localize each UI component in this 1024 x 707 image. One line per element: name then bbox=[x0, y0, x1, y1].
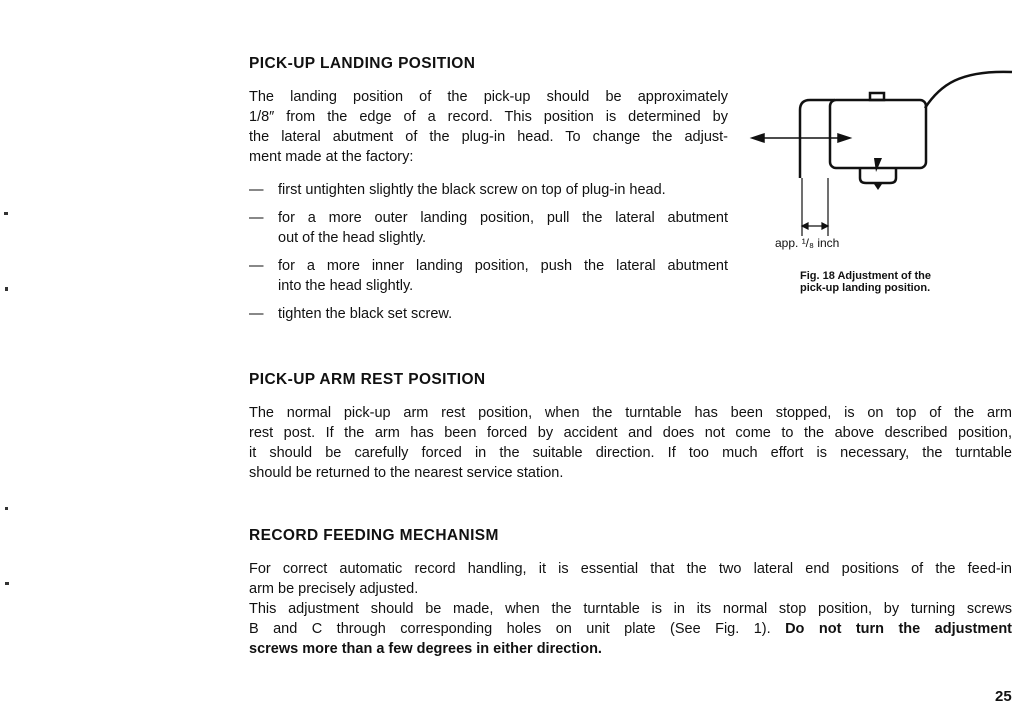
feeding-line-5: screws more than a few degrees in either direction. bbox=[249, 641, 602, 657]
arrow-right-head bbox=[838, 134, 850, 142]
plug-in-head-body bbox=[830, 100, 926, 168]
stylus-tip bbox=[874, 184, 882, 190]
stylus-holder bbox=[860, 168, 896, 183]
margin-speck bbox=[5, 507, 8, 510]
page-number: 25 bbox=[995, 688, 1012, 705]
bullet-text-line-1: for a more inner landing position, push the lateral abutment bbox=[278, 258, 728, 274]
pickup-head-illustration bbox=[740, 60, 1020, 240]
head-marker bbox=[874, 158, 882, 172]
bullet-text-line-1: for a more outer landing position, pull the lateral abutment bbox=[278, 210, 728, 226]
margin-speck bbox=[4, 212, 8, 215]
bullet-dash: — bbox=[249, 258, 264, 274]
bullet-text: tighten the black set screw. bbox=[278, 306, 453, 322]
figure-caption-line-2: pick-up landing position. bbox=[800, 282, 931, 294]
figure-caption-line-1: Fig. 18 Adjustment of the bbox=[800, 270, 931, 282]
heading-record-feeding: RECORD FEEDING MECHANISM bbox=[249, 527, 499, 544]
feeding-line-1: For correct automatic record handling, it is essential that the two lateral end positions of the feed-in bbox=[249, 561, 1012, 577]
dimension-arrow-left bbox=[802, 223, 808, 229]
margin-speck bbox=[5, 582, 9, 585]
bullet-dash: — bbox=[249, 210, 264, 226]
landing-intro-line-4: ment made at the factory: bbox=[249, 149, 414, 165]
feeding-line-2: arm be precisely adjusted. bbox=[249, 581, 419, 597]
dimension-arrow-right bbox=[822, 223, 828, 229]
feeding-line-4-text: B and C through corresponding holes on unit plate (See Fig. 1). bbox=[249, 621, 771, 637]
margin-speck bbox=[5, 287, 8, 291]
bullet-text-line-2: into the head slightly. bbox=[278, 278, 414, 294]
bullet-text: first untighten slightly the black screw on top of plug-in head. bbox=[278, 182, 666, 198]
rest-line-2: rest post. If the arm has been forced by accident and does not come to the above described position, bbox=[249, 425, 1012, 441]
feeding-line-3: This adjustment should be made, when the turntable is in its normal stop position, by turning screws bbox=[249, 601, 1012, 617]
bullet-dash: — bbox=[249, 306, 264, 322]
arrow-left-head bbox=[752, 134, 764, 142]
heading-landing-position: PICK-UP LANDING POSITION bbox=[249, 55, 476, 72]
dimension-label: app. ¹/₈ inch bbox=[775, 236, 840, 250]
bullet-text-line-2: out of the head slightly. bbox=[278, 230, 427, 246]
bullet-dash: — bbox=[249, 182, 264, 198]
feeding-warning-bold: Do not turn the adjustment bbox=[785, 621, 1013, 637]
heading-arm-rest-position: PICK-UP ARM REST POSITION bbox=[249, 371, 486, 388]
landing-intro-line-3: the lateral abutment of the plug-in head. To change the adjust- bbox=[249, 129, 728, 145]
cable-line bbox=[925, 72, 1012, 108]
rest-line-1: The normal pick-up arm rest position, when the turntable has been stopped, is on top of the arm bbox=[249, 405, 1012, 421]
landing-intro-line-2: 1/8″ from the edge of a record. This position is determined by bbox=[249, 109, 728, 125]
landing-intro-line-1: The landing position of the pick-up should be approximately bbox=[249, 89, 728, 105]
rest-line-4: should be returned to the nearest service station. bbox=[249, 465, 564, 481]
top-screw bbox=[870, 93, 884, 100]
feeding-line-4 bbox=[249, 619, 1012, 639]
rest-line-3: it should be carefully forced in the suitable direction. If too much effort is necessary, the turntable bbox=[249, 445, 1012, 461]
